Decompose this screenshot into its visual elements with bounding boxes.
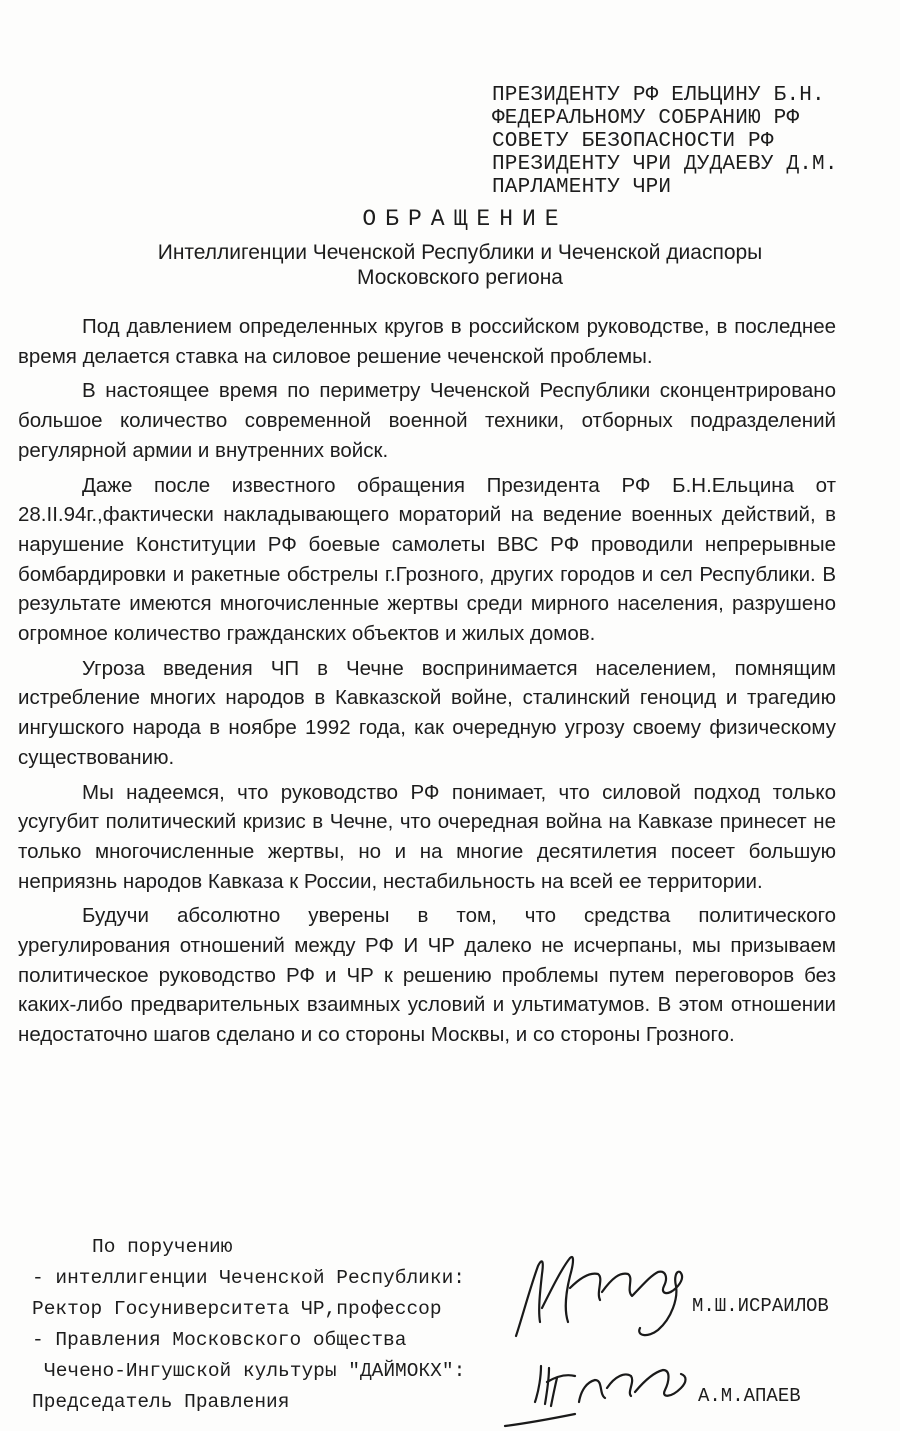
signoff-line: Ректор Госуниверситета ЧР,профессор: [32, 1298, 442, 1320]
document-subtitle: [0, 240, 900, 290]
body-paragraph: Угроза введения ЧП в Чечне воспринимается населением, помнящим истребление многих народов в Кавказской войне, сталинский геноцид и трагедию ингушского народа в ноябре 1992 года, как очередную угрозу своему физическому существованию.: [18, 656, 836, 769]
signoff-line: По поручению: [92, 1236, 233, 1258]
subtitle-line: Московского региона: [357, 266, 563, 289]
signer-name: А.М.АПАЕВ: [698, 1385, 801, 1407]
signer-name: М.Ш.ИСРАИЛОВ: [692, 1295, 829, 1317]
addressee-block: [492, 84, 838, 199]
signoff-line: Председатель Правления: [32, 1391, 290, 1413]
body-paragraph: Даже после известного обращения Президента РФ Б.Н.Ельцина от 28.II.94г.,фактически накладывающего мораторий на ведение военных действий, в нарушение Конституции РФ боевые самолеты ВВС РФ проводили непрерывные бомбардировки и ракетные обстрелы г.Грозного, других городов и сел Республики. В результате имеются многочисленные жертвы среди мирного населения, разрушено огромное количество гражданских объектов и жилых домов.: [18, 473, 836, 646]
signoff-block: [32, 1232, 465, 1418]
addressee-line: ПАРЛАМЕНТУ ЧРИ: [492, 176, 672, 199]
body-paragraph: Под давлением определенных кругов в российском руководстве, в последнее время делается ставка на силовое решение чеченской проблемы.: [18, 315, 836, 368]
addressee-line: ПРЕЗИДЕНТУ РФ ЕЛЬЦИНУ Б.Н.: [492, 84, 825, 107]
addressee-line: ФЕДЕРАЛЬНОМУ СОБРАНИЮ РФ: [492, 107, 800, 130]
addressee-line: СОВЕТУ БЕЗОПАСНОСТИ РФ: [492, 130, 774, 153]
body-paragraph: Будучи абсолютно уверены в том, что средства политического урегулирования отношений между РФ И ЧР далеко не исчерпаны, мы призываем политическое руководство РФ и ЧР к решению проблемы путем переговоров без каких-либо предварительных взаимных условий и ультиматумов. В этом отношении недостаточно шагов сделано и со стороны Москвы, и со стороны Грозного.: [18, 904, 836, 1047]
signoff-line: Чечено-Ингушской культуры "ДАЙМОКХ":: [44, 1360, 466, 1382]
body-paragraph: В настоящее время по периметру Чеченской Республики сконцентрировано большое количество современной военной техники, отборных подразделений регулярной армии и внутренних войск.: [18, 379, 836, 462]
addressee-line: ПРЕЗИДЕНТУ ЧРИ ДУДАЕВУ Д.М.: [492, 153, 838, 176]
document-title: ОБРАЩЕНИЕ: [362, 206, 568, 232]
signoff-line: - интеллигенции Чеченской Республики:: [32, 1267, 465, 1289]
signature-israilov: [508, 1248, 708, 1348]
signature-apaev: [495, 1342, 695, 1431]
signoff-line: - Правления Московского общества: [32, 1329, 407, 1351]
subtitle-line: Интеллигенции Чеченской Республики и Чеченской диаспоры: [157, 241, 763, 264]
appeal-body: [18, 312, 836, 1055]
body-paragraph: Мы надеемся, что руководство РФ понимает, что силовой подход только усугубит политический кризис в Чечне, что очередная война на Кавказе принесет не только многочисленные жертвы, но и на многие десятилетия посеет большую неприязнь народов Кавказа к России, нестабильность на всей ее территории.: [18, 780, 836, 893]
